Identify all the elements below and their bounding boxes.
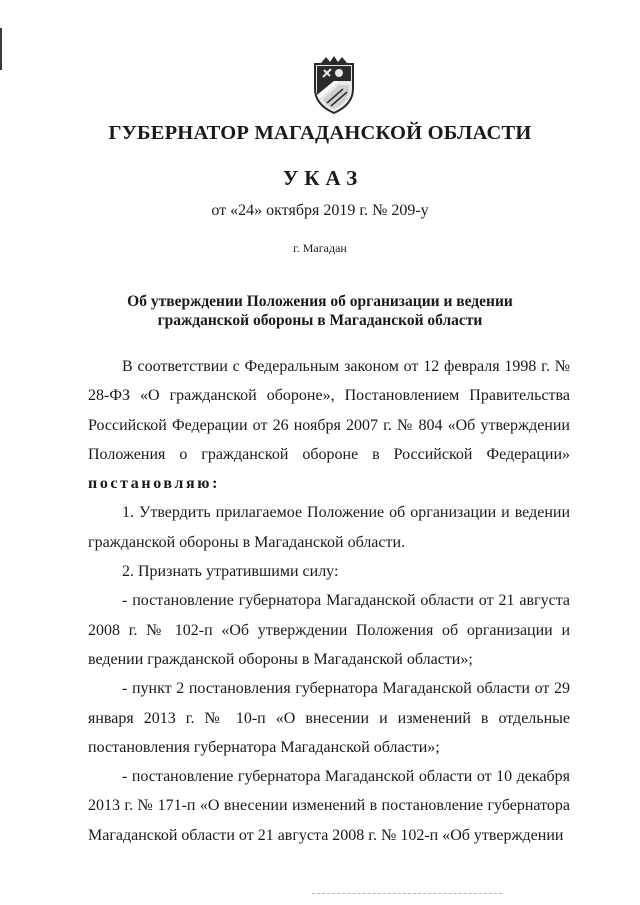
clause-2: 2. Признать утратившими силу:	[122, 563, 339, 581]
document-body	[88, 352, 570, 850]
subject-line-1: Об утверждении Положения об организации и ведении	[127, 293, 513, 310]
document-subject	[120, 292, 520, 330]
preamble-text: В соответствии с Федеральным законом от 12 февраля 1998 г. № 28-ФЗ «О гражданской обороне», Постановлением Правительства Российской Федерации от 26 ноября 2007 г. № 804 «Об утверждении Положения о гражданской обороне в Российской Федерации»	[88, 358, 570, 463]
document-place: г. Магадан	[293, 241, 347, 255]
clause-2-item-1: - постановление губернатора Магаданской области от 21 августа 2008 г. № 102-п «Об утверждении Положения об организации и ведении гражданской обороны в Магаданской области»;	[88, 592, 570, 668]
clause-1: 1. Утвердить прилагаемое Положение об организации и ведении гражданской обороны в Магаданской области.	[88, 504, 570, 551]
coat-of-arms-icon	[309, 55, 359, 115]
clause-2-item-3: - постановление губернатора Магаданской области от 10 декабря 2013 г. № 171-п «О внесении изменений в постановление губернатора Магаданской области от 21 августа 2008 г. № 102-п «Об утверждении	[88, 768, 570, 844]
scan-edge-mark	[0, 28, 2, 70]
subject-line-2: гражданской обороны в Магаданской области	[157, 312, 483, 329]
clause-2-item-2: - пункт 2 постановления губернатора Магаданской области от 29 января 2013 г. № 10-п «О внесении и изменений в отдельные постановления губернатора Магаданской области»;	[88, 680, 570, 756]
footer-rule	[312, 893, 502, 894]
authority-title: ГУБЕРНАТОР МАГАДАНСКОЙ ОБЛАСТИ	[108, 122, 532, 144]
decree-word: постановляю:	[88, 475, 221, 493]
document-type: УКАЗ	[282, 166, 364, 190]
document-date-number: от «24» октября 2019 г. № 209-у	[211, 202, 429, 219]
preamble-paragraph	[88, 352, 570, 498]
